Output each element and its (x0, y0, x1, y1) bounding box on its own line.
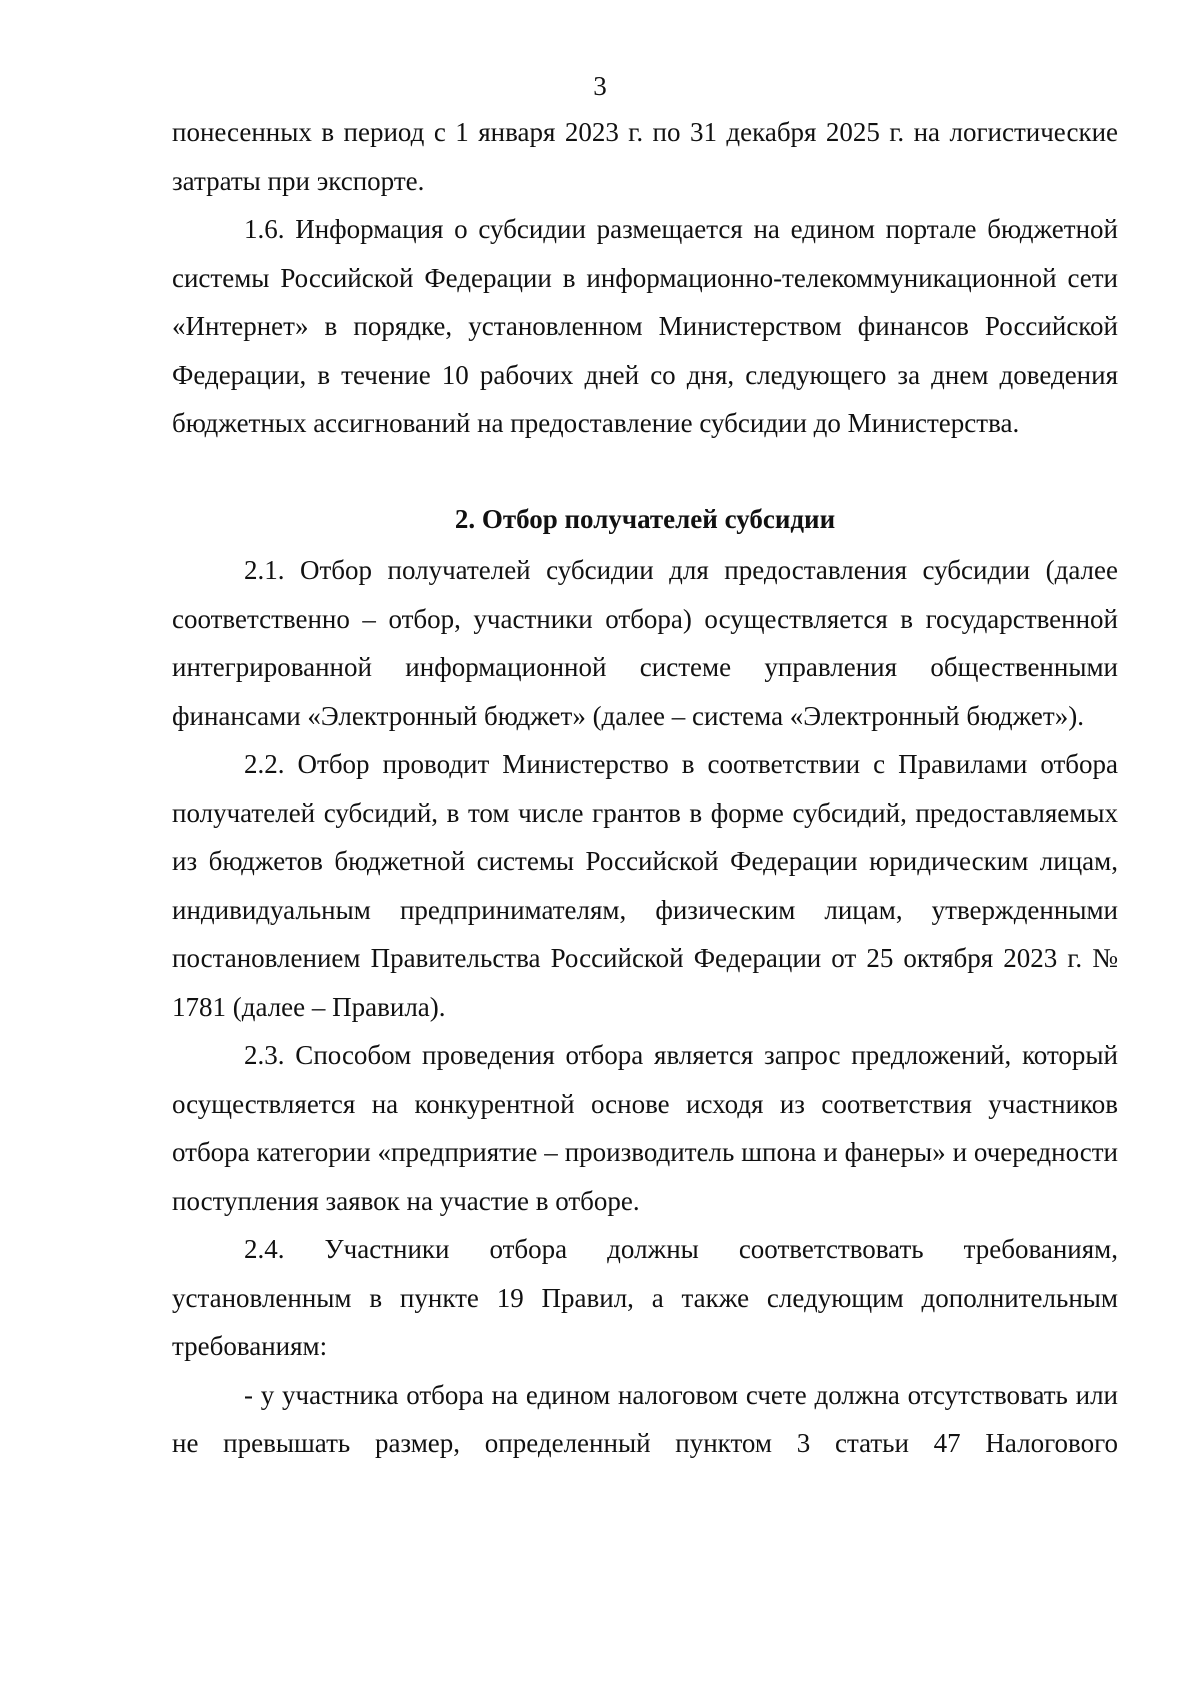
page-number: 3 (593, 71, 607, 101)
paragraph-2-3: 2.3. Способом проведения отбора является запрос предложений, который осуществляется на конкурентной основе исходя из соответствия участников отбора категории «предприятие – производитель шпона и фанеры» и очередности поступления заявок на участие в отборе. (172, 1040, 1118, 1216)
paragraph-2-2: 2.2. Отбор проводит Министерство в соответствии с Правилами отбора получателей субсидий, в том числе грантов в форме субсидий, предоставляемых из бюджетов бюджетной системы Российской Федерации юридическим лицам, индивидуальным предпринимателям, физическим лицам, утвержденными постановлением Правительства Российской Федерации от 25 октября 2023 г. № 1781 (далее – Правила). (172, 749, 1118, 1022)
section-heading-2: 2. Отбор получателей субсидии (454, 503, 836, 534)
paragraph-2-4-list-item: - у участника отбора на едином налоговом счете должна отсутствовать или не превышать размер, определенный пунктом 3 статьи 47 Налогового (172, 1379, 1118, 1458)
document-body (172, 108, 1118, 1468)
paragraph-1-6: 1.6. Информация о субсидии размещается на едином портале бюджетной системы Российской Федерации в информационно-телекоммуникационной сети «Интернет» в порядке, установленном Министерством финансов Российской Федерации, в течение 10 рабочих дней со дня, следующего за днем доведения бюджетных ассигнований на предоставление субсидии до Министерства. (172, 214, 1118, 438)
paragraph-2-1: 2.1. Отбор получателей субсидии для предоставления субсидии (далее соответственно – отбор, участники отбора) осуществляется в государственной интегрированной информационной системе управления общественными финансами «Электронный бюджет» (далее – система «Электронный бюджет»). (172, 555, 1118, 731)
paragraph-2-4: 2.4. Участники отбора должны соответствовать требованиям, установленным в пункте 19 Правил, а также следующим дополнительным требованиям: (172, 1234, 1118, 1361)
paragraph-continuation: понесенных в период с 1 января 2023 г. по 31 декабря 2025 г. на логистические затраты при экспорте. (172, 117, 1118, 196)
